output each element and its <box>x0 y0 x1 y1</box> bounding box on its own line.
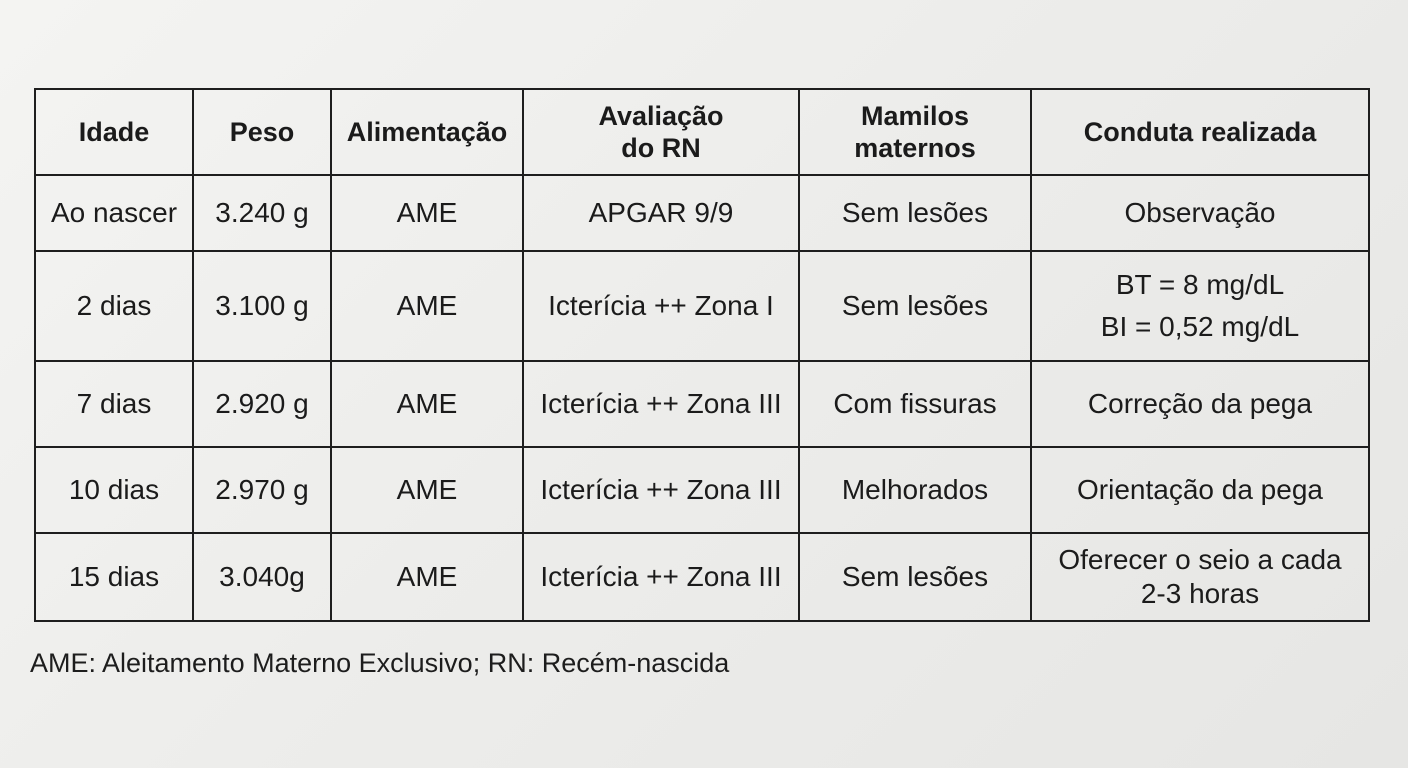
header-row <box>35 89 1369 175</box>
table-row <box>35 361 1369 447</box>
cell-avaliacao: Icterícia ++ Zona I <box>523 251 799 361</box>
cell-mamilos: Sem lesões <box>799 251 1031 361</box>
cell-conduta-line1: BT = 8 mg/dL <box>1115 269 1285 301</box>
cell-alimentacao: AME <box>331 361 523 447</box>
cell-avaliacao: Icterícia ++ Zona III <box>523 533 799 621</box>
cell-conduta-line2: BI = 0,52 mg/dL <box>1100 311 1300 342</box>
header-peso: Peso <box>193 89 331 175</box>
cell-conduta <box>1031 175 1369 251</box>
cell-avaliacao: APGAR 9/9 <box>523 175 799 251</box>
table-footnote: AME: Aleitamento Materno Exclusivo; RN: Recém-nascida <box>30 648 730 678</box>
cell-peso: 2.920 g <box>193 361 331 447</box>
header-conduta: Conduta realizada <box>1031 89 1369 175</box>
cell-mamilos: Sem lesões <box>799 533 1031 621</box>
cell-alimentacao: AME <box>331 251 523 361</box>
cell-avaliacao: Icterícia ++ Zona III <box>523 361 799 447</box>
header-avaliacao-rn <box>523 89 799 175</box>
cell-alimentacao: AME <box>331 175 523 251</box>
cell-idade: 15 dias <box>35 533 193 621</box>
cell-alimentacao: AME <box>331 533 523 621</box>
cell-conduta <box>1031 361 1369 447</box>
cell-alimentacao: AME <box>331 447 523 533</box>
cell-mamilos: Sem lesões <box>799 175 1031 251</box>
header-alimentacao: Alimentação <box>331 89 523 175</box>
table-row <box>35 175 1369 251</box>
cell-conduta <box>1031 533 1369 621</box>
table-row <box>35 533 1369 621</box>
header-idade: Idade <box>35 89 193 175</box>
table-row <box>35 251 1369 361</box>
cell-idade: 7 dias <box>35 361 193 447</box>
cell-peso: 2.970 g <box>193 447 331 533</box>
header-mamilos-line2: maternos <box>854 133 976 163</box>
cell-idade: Ao nascer <box>35 175 193 251</box>
cell-mamilos: Com fissuras <box>799 361 1031 447</box>
cell-conduta-line1: Oferecer o seio a cada <box>1058 544 1342 576</box>
cell-peso: 3.240 g <box>193 175 331 251</box>
header-mamilos-maternos <box>799 89 1031 175</box>
cell-mamilos: Melhorados <box>799 447 1031 533</box>
cell-conduta-line1: Orientação da pega <box>1077 474 1323 506</box>
cell-idade: 2 dias <box>35 251 193 361</box>
header-avaliacao-line2: do RN <box>621 133 701 163</box>
header-avaliacao-line1: Avaliação <box>598 100 724 131</box>
cell-peso: 3.040g <box>193 533 331 621</box>
cell-conduta-line1: Observação <box>1124 197 1276 229</box>
cell-conduta <box>1031 251 1369 361</box>
cell-conduta <box>1031 447 1369 533</box>
cell-idade: 10 dias <box>35 447 193 533</box>
cell-avaliacao: Icterícia ++ Zona III <box>523 447 799 533</box>
cell-peso: 3.100 g <box>193 251 331 361</box>
table-row <box>35 447 1369 533</box>
newborn-followup-table <box>34 88 1370 622</box>
cell-conduta-line2: 2-3 horas <box>1140 578 1260 609</box>
cell-conduta-line1: Correção da pega <box>1087 388 1313 420</box>
header-mamilos-line1: Mamilos <box>860 100 970 131</box>
